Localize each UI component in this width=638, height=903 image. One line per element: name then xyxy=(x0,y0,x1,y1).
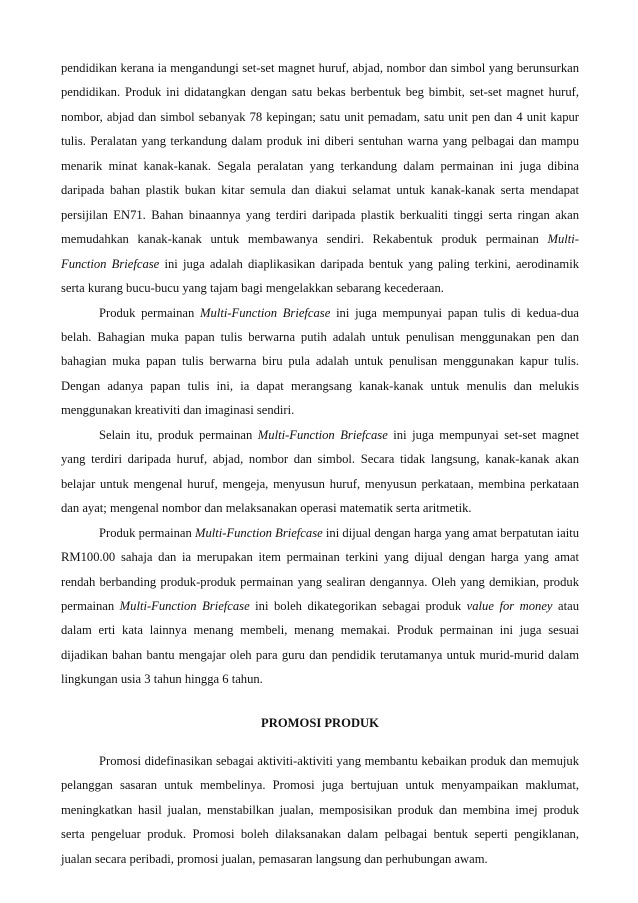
paragraph-set-magnet xyxy=(61,423,579,521)
text-segment: ini juga mempunyai set-set magnet yang terdiri daripada huruf, abjad, nombor dan simbol. Secara tidak langsung, kanak-kanak akan belajar untuk mengenal huruf, mengeja, menyusun huruf, menyusun perkataan, membina perkataan dan ayat; mengenal nombor dan melaksanakan operasi matematik serta aritmetik. xyxy=(61,427,580,516)
paragraph-promosi xyxy=(61,749,579,871)
text-segment: Produk permainan xyxy=(99,525,195,540)
document-page xyxy=(61,56,579,871)
italic-term: Multi-Function Briefcase xyxy=(194,525,323,540)
text-segment: ini boleh dikategorikan sebagai produk xyxy=(249,598,467,613)
italic-term: value for money xyxy=(466,598,553,613)
body-text-before-heading xyxy=(61,56,579,692)
text-segment: ini juga mempunyai papan tulis di kedua-dua belah. Bahagian muka papan tulis berwarna putih adalah untuk penulisan menggunakan pen dan bahagian muka papan tulis berwarna biru pula adalah untuk penulisan menggunakan kapur tulis. Dengan adanya papan tulis ini, ia dapat merangsang kanak-kanak untuk menulis dan melukis menggunakan kreativiti dan imaginasi sendiri. xyxy=(61,305,580,418)
text-segment: ini dijual dengan harga yang amat berpatutan iaitu RM100.00 sahaja dan ia merupakan item permainan terkini yang dijual dengan harga yang amat rendah berbanding produk-produk permainan yang sealiran dengannya. Oleh yang demikian, produk permainan xyxy=(61,525,579,613)
paragraph-papan-tulis xyxy=(61,301,579,423)
italic-term: Multi-Function Briefcase xyxy=(257,427,388,442)
text-segment: pendidikan kerana ia mengandungi set-set magnet huruf, abjad, nombor dan simbol yang berunsurkan pendidikan. Produk ini didatangkan dengan satu bekas berbentuk beg bimbit, set-set magnet huruf, nombor, abjad dan simbol sebanyak 78 kepingan; satu unit pemadam, satu unit pen dan 4 unit kapur tulis. Peralatan yang terkandung dalam produk ini diberi sentuhan warna yang pelbagai dan mampu menarik minat kanak-kanak. Segala peralatan yang terkandung dalam permainan ini juga dibina daripada bahan plastik bukan kitar semula dan diakui selamat untuk kanak-kanak serta mendapat persijilan EN71. Bahan binaannya yang terdiri daripada plastik berkualiti tinggi serta ringan akan memudahkan kanak-kanak untuk membawanya sendiri. Rekabentuk produk permainan xyxy=(61,61,579,247)
text-segment: atau dalam erti kata lainnya menang membeli, menang memakai. Produk permainan ini juga sesuai dijadikan bahan bantu mengajar oleh para guru dan pendidik terutamanya untuk murid-murid dalam lingkungan usia 3 tahun hingga 6 tahun. xyxy=(61,598,580,687)
paragraph-1-continued xyxy=(61,56,579,301)
italic-term: Multi-Function Briefcase xyxy=(119,598,250,613)
text-segment: Produk permainan xyxy=(99,305,201,320)
text-segment: ini juga adalah diaplikasikan daripada bentuk yang paling terkini, aerodinamik serta kurang bucu-bucu yang tajam bagi mengelakkan sebarang kecederaan. xyxy=(61,256,579,296)
italic-term: Multi-Function Briefcase xyxy=(61,232,579,271)
text-segment: Promosi didefinasikan sebagai aktiviti-aktiviti yang membantu kebaikan produk dan memujuk pelanggan sasaran untuk membelinya. Promosi juga bertujuan untuk menyampaikan maklumat, meningkatkan hasil jualan, menstabilkan jualan, memposisikan produk dan membina imej produk serta pengeluar produk. Promosi boleh dilaksanakan dalam pelbagai bentuk seperti pengiklanan, jualan secara peribadi, promosi jualan, pemasaran langsung dan perhubungan awam. xyxy=(61,753,579,866)
section-heading: PROMOSI PRODUK xyxy=(261,715,379,730)
text-segment: Selain itu, produk permainan xyxy=(99,427,258,442)
italic-term: Multi-Function Briefcase xyxy=(200,305,331,320)
paragraph-harga xyxy=(61,521,579,692)
body-text-after-heading xyxy=(61,749,579,871)
